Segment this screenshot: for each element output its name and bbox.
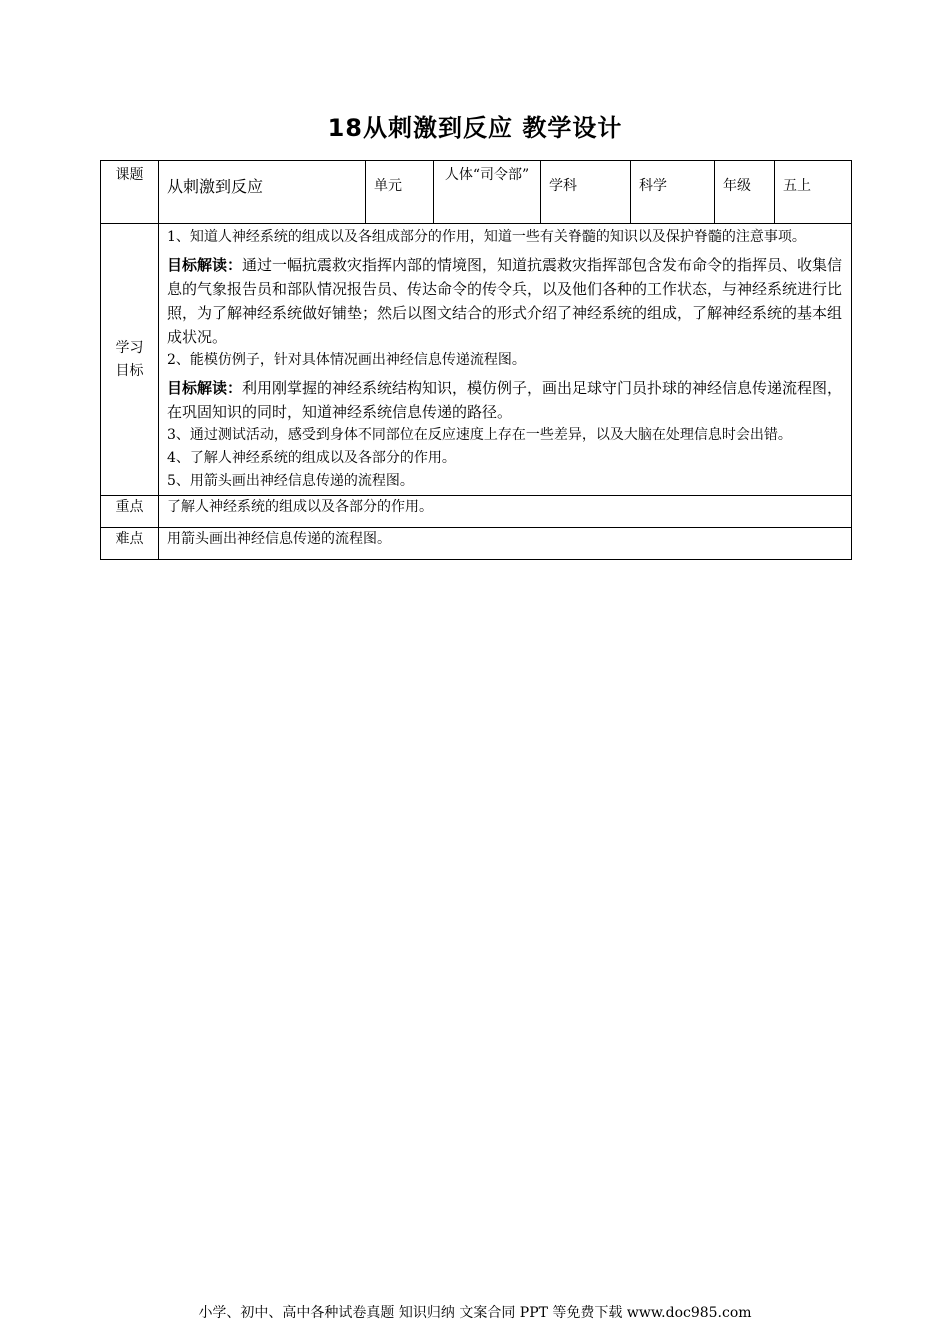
subject-label: 学科: [541, 161, 631, 224]
goals-row: [101, 224, 852, 496]
key-point-label: 重点: [101, 496, 159, 528]
unit-label: 单元: [366, 161, 434, 224]
key-point-text: 了解人神经系统的组成以及各部分的作用。: [159, 496, 852, 528]
subject-value: 科学: [631, 161, 715, 224]
header-row: [101, 161, 852, 224]
goal-interpretation-2: [167, 376, 843, 424]
goals-content: [159, 224, 852, 496]
key-point-row: [101, 496, 852, 528]
grade-label: 年级: [715, 161, 775, 224]
interpretation-text: 通过一幅抗震救灾指挥内部的情境图，知道抗震救灾指挥部包含发布命令的指挥员、收集信息的气象报告员和部队情况报告员、传达命令的传令兵，以及他们各种的工作状态，与神经系统进行比照，为了解神经系统做好铺垫；然后以图文结合的形式介绍了神经系统的组成，了解神经系统的基本组成状况。: [167, 256, 843, 346]
topic-value: 从刺激到反应: [159, 161, 366, 224]
difficulty-row: [101, 528, 852, 560]
document-title: 18从刺激到反应 教学设计: [327, 114, 623, 142]
topic-label: 课题: [101, 161, 159, 224]
page-footer: 小学、初中、高中各种试卷真题 知识归纳 文案合同 PPT 等免费下载 www.doc985.com: [198, 1305, 752, 1321]
goal-item-1: 1、知道人神经系统的组成以及各组成部分的作用，知道一些有关脊髓的知识以及保护脊髓的注意事项。: [167, 229, 806, 245]
difficulty-text: 用箭头画出神经信息传递的流程图。: [159, 528, 852, 560]
interpretation-label: 目标解读：: [167, 256, 243, 274]
unit-value: 人体“司令部”: [434, 161, 541, 224]
goal-interpretation-1: [167, 253, 843, 349]
goal-item-2: 2、能模仿例子，针对具体情况画出神经信息传递流程图。: [167, 352, 526, 368]
goal-item-5: 5、用箭头画出神经信息传递的流程图。: [167, 473, 414, 489]
goal-item-3: 3、通过测试活动，感受到身体不同部位在反应速度上存在一些差异，以及大脑在处理信息时会出错。: [167, 427, 792, 443]
grade-value: 五上: [775, 161, 852, 224]
difficulty-label: 难点: [101, 528, 159, 560]
goals-label: 学习目标: [101, 224, 159, 496]
interpretation-text: 利用刚掌握的神经系统结构知识，模仿例子，画出足球守门员扑球的神经信息传递流程图，在巩固知识的同时，知道神经系统信息传递的路径。: [167, 379, 843, 421]
lesson-plan-table: [100, 160, 852, 560]
goal-item-4: 4、了解人神经系统的组成以及各部分的作用。: [167, 450, 456, 466]
interpretation-label: 目标解读：: [167, 379, 243, 397]
